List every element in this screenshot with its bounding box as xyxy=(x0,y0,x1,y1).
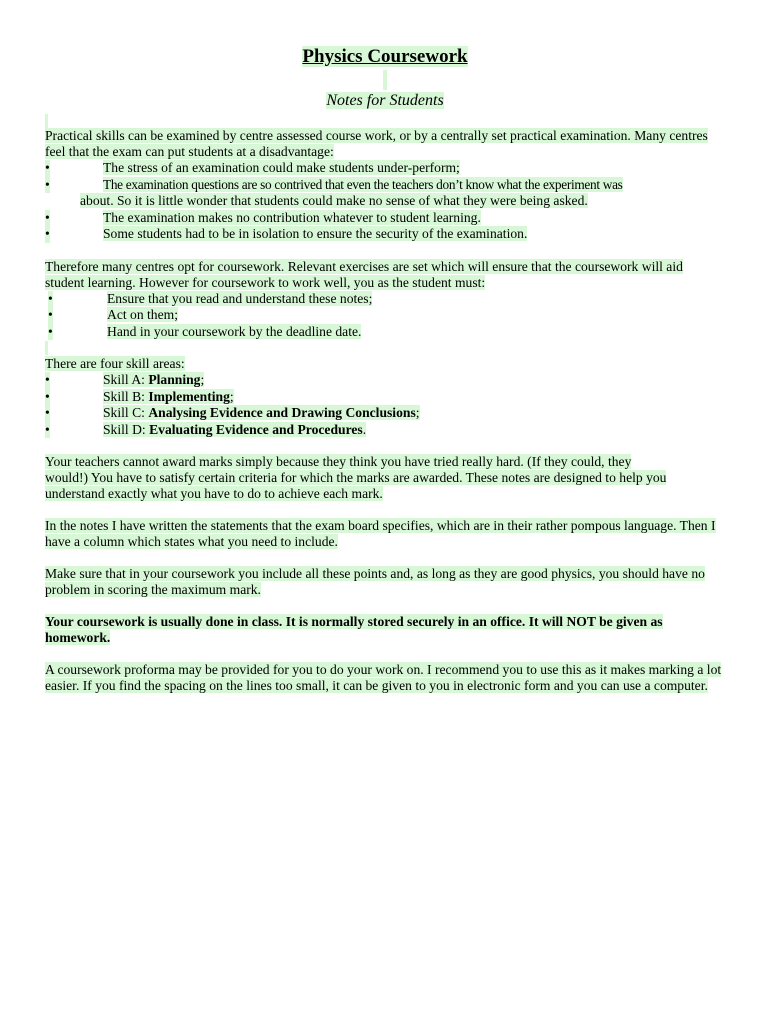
proforma-paragraph xyxy=(45,662,725,694)
spacer xyxy=(45,502,725,518)
make-sure-text: Make sure that in your coursework you include all these points and, as long as they are good physics, you should have no problem in scoring the maximum mark. xyxy=(45,566,705,597)
skill-name: Implementing xyxy=(148,388,230,404)
skill-prefix: Skill A: xyxy=(103,372,149,387)
list-item-text: The examination questions are so contrived that even the teachers don’t know what the experiment was xyxy=(103,176,623,192)
spacer xyxy=(45,243,725,259)
skill-name: Planning xyxy=(148,372,201,387)
spacer xyxy=(45,550,725,566)
must-list xyxy=(45,291,725,341)
list-item xyxy=(45,226,725,243)
document-page xyxy=(45,44,725,694)
bullet-icon: • xyxy=(48,307,53,322)
list-item xyxy=(45,210,725,227)
skills-intro-text: There are four skill areas: xyxy=(45,356,185,371)
skill-name: Analysing Evidence and Drawing Conclusions xyxy=(148,405,416,420)
list-item xyxy=(45,307,725,324)
skill-suffix: ; xyxy=(415,405,420,420)
disadvantage-list xyxy=(45,160,725,243)
list-item-continuation xyxy=(80,193,725,210)
list-item-text: Ensure that you read and understand these notes; xyxy=(107,290,373,306)
list-item xyxy=(45,177,725,210)
make-sure-paragraph xyxy=(45,566,725,598)
bullet-icon: • xyxy=(45,388,50,404)
list-item xyxy=(45,324,725,341)
skills-intro-paragraph xyxy=(45,356,725,372)
bullet-icon: • xyxy=(45,209,50,225)
bullet-icon: • xyxy=(48,323,53,339)
skill-suffix: ; xyxy=(200,372,205,387)
coursework-storage-text: Your coursework is usually done in class. It is normally stored securely in an office. It will NOT be given as homework. xyxy=(45,614,663,645)
bullet-icon: • xyxy=(45,421,50,437)
therefore-text: Therefore many centres opt for coursework. Relevant exercises are set which will ensure that the coursework will aid student learning. However for coursework to work well, you as the student must: xyxy=(45,258,683,290)
bullet-icon: • xyxy=(45,160,50,175)
therefore-paragraph xyxy=(45,259,725,291)
skill-suffix: ; xyxy=(229,388,234,404)
subtitle-block xyxy=(45,90,725,112)
spacer xyxy=(45,112,725,128)
list-item xyxy=(45,291,725,308)
list-item xyxy=(45,389,725,406)
proforma-text: A coursework proforma may be provided for you to do your work on. I recommend you to use this as it makes marking a lot easier. If you find the spacing on the lines too small, it can be given to you in electronic form and you can use a computer. xyxy=(45,662,722,693)
bullet-icon: • xyxy=(45,405,50,420)
gap-highlight xyxy=(45,341,48,355)
list-item xyxy=(45,405,725,422)
teachers-text-rest: would!) You have to satisfy certain criteria for which the marks are awarded. These notes are designed to help you understand exactly what you have to do to achieve each mark. xyxy=(45,470,667,501)
intro-paragraph xyxy=(45,128,725,160)
bullet-icon: • xyxy=(45,372,50,387)
bullet-icon: • xyxy=(48,290,53,306)
teachers-text-line1: Your teachers cannot award marks simply because they think you have tried really hard. (If they could, they xyxy=(45,454,632,469)
teachers-paragraph xyxy=(45,454,725,502)
list-item xyxy=(45,160,725,177)
intro-text: Practical skills can be examined by centre assessed course work, or by a centrally set practical examination. Many centres feel that the exam can put students at a disadvantage: xyxy=(45,128,708,159)
list-item xyxy=(45,422,725,439)
bullet-icon: • xyxy=(45,226,50,241)
list-item-text: Act on them; xyxy=(107,307,178,322)
title-block xyxy=(45,44,725,70)
document-subtitle: Notes for Students xyxy=(326,92,444,109)
spacer xyxy=(45,598,725,614)
notes-text: In the notes I have written the statements that the exam board specifies, which are in their rather pompous language. Then I have a column which states what you need to include. xyxy=(45,518,716,549)
gap-highlight xyxy=(45,114,48,128)
coursework-storage-paragraph xyxy=(45,614,725,646)
skill-name: Evaluating Evidence and Procedures xyxy=(149,421,363,437)
list-item-text: Hand in your coursework by the deadline date. xyxy=(107,323,362,339)
list-item-text: Some students had to be in isolation to ensure the security of the examination. xyxy=(103,226,528,241)
list-item xyxy=(45,372,725,389)
spacer xyxy=(45,438,725,454)
skill-prefix: Skill C: xyxy=(103,405,149,420)
spacer xyxy=(45,340,725,356)
skill-prefix: Skill D: xyxy=(103,421,150,437)
list-item-text: The stress of an examination could make students under-perform; xyxy=(103,160,460,175)
list-item-text: The examination makes no contribution whatever to student learning. xyxy=(103,209,481,225)
notes-paragraph xyxy=(45,518,725,550)
spacer xyxy=(45,646,725,662)
skill-prefix: Skill B: xyxy=(103,388,149,404)
continuation-text: about. So it is little wonder that students could make no sense of what they were being asked. xyxy=(80,193,588,208)
skills-list xyxy=(45,372,725,438)
title-gap-highlight xyxy=(383,70,387,90)
skill-suffix: . xyxy=(362,421,367,437)
bullet-icon: • xyxy=(45,176,50,192)
document-title: Physics Coursework xyxy=(302,46,468,67)
